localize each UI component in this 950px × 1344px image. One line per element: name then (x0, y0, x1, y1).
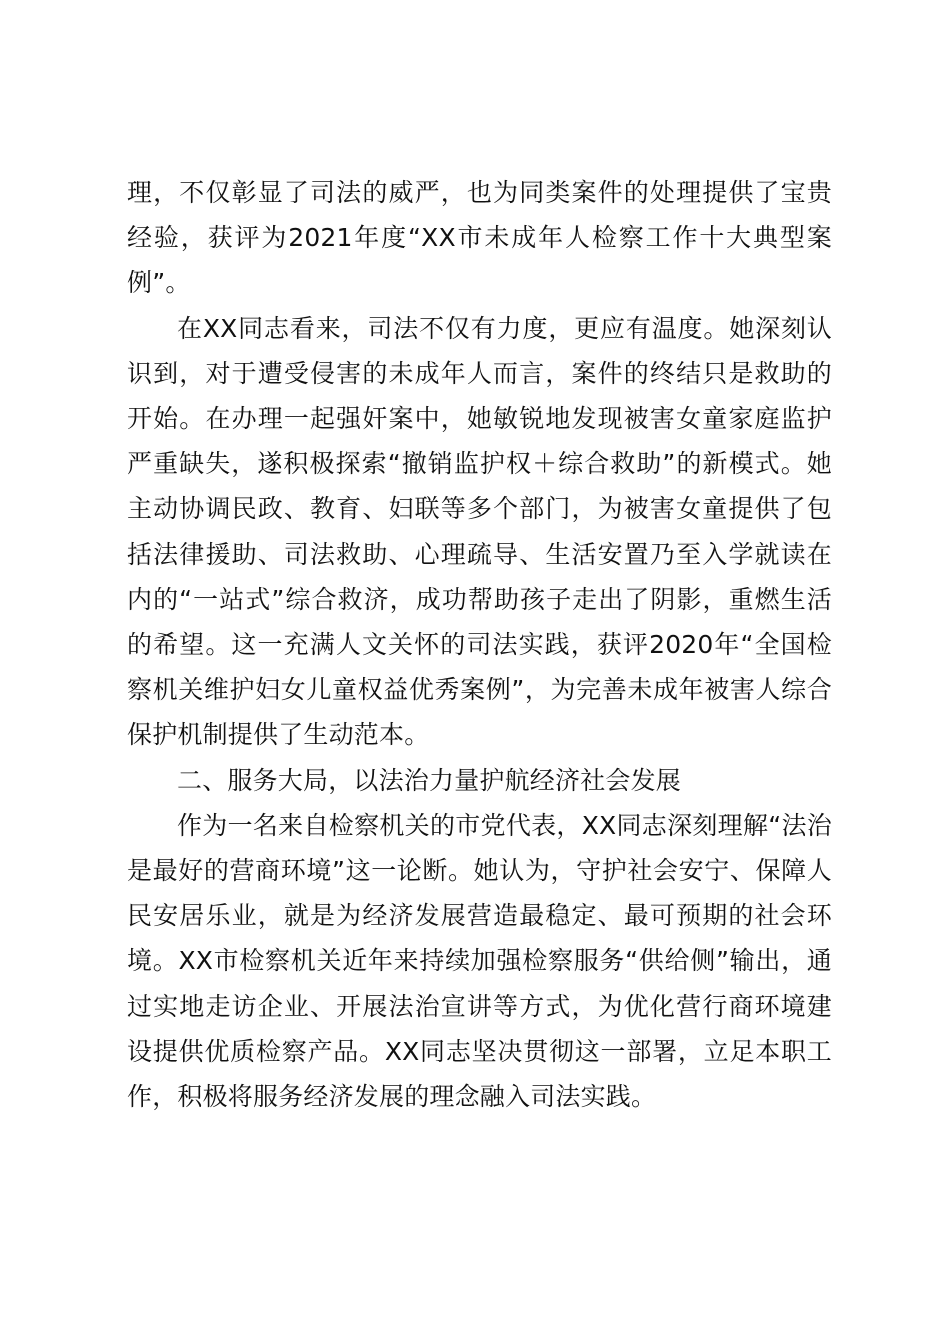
document-body (127, 170, 832, 1119)
paragraph-business-environment: 作为一名来自检察机关的市党代表，XX同志深刻理解“法治是最好的营商环境”这一论断。她认为，守护社会安宁、保障人民安居乐业，就是为经济发展营造最稳定、最可预期的社会环境。XX市检察机关近年来持续加强检察服务“供给侧”输出，通过实地走访企业、开展法治宣讲等方式，为优化营行商环境建设提供优质检察产品。XX同志坚决贯彻这一部署，立足本职工作，积极将服务经济发展的理念融入司法实践。 (127, 810, 832, 1112)
paragraph-continuation: 理，不仅彰显了司法的威严，也为同类案件的处理提供了宝贵经验，获评为2021年度“XX市未成年人检察工作十大典型案例”。 (127, 178, 832, 298)
section-heading-serve-overall: 二、服务大局，以法治力量护航经济社会发展 (177, 765, 682, 795)
paragraph-judicial-warmth: 在XX同志看来，司法不仅有力度，更应有温度。她深刻认识到，对于遭受侵害的未成年人而言，案件的终结只是救助的开始。在办理一起强奸案中，她敏锐地发现被害女童家庭监护严重缺失，遂积极探索“撤销监护权＋综合救助”的新模式。她主动协调民政、教育、妇联等多个部门，为被害女童提供了包括法律援助、司法救助、心理疏导、生活安置乃至入学就读在内的“一站式”综合救济，成功帮助孩子走出了阴影，重燃生活的希望。这一充满人文关怀的司法实践，获评2020年“全国检察机关维护妇女儿童权益优秀案例”，为完善未成年被害人综合保护机制提供了生动范本。 (127, 313, 832, 750)
